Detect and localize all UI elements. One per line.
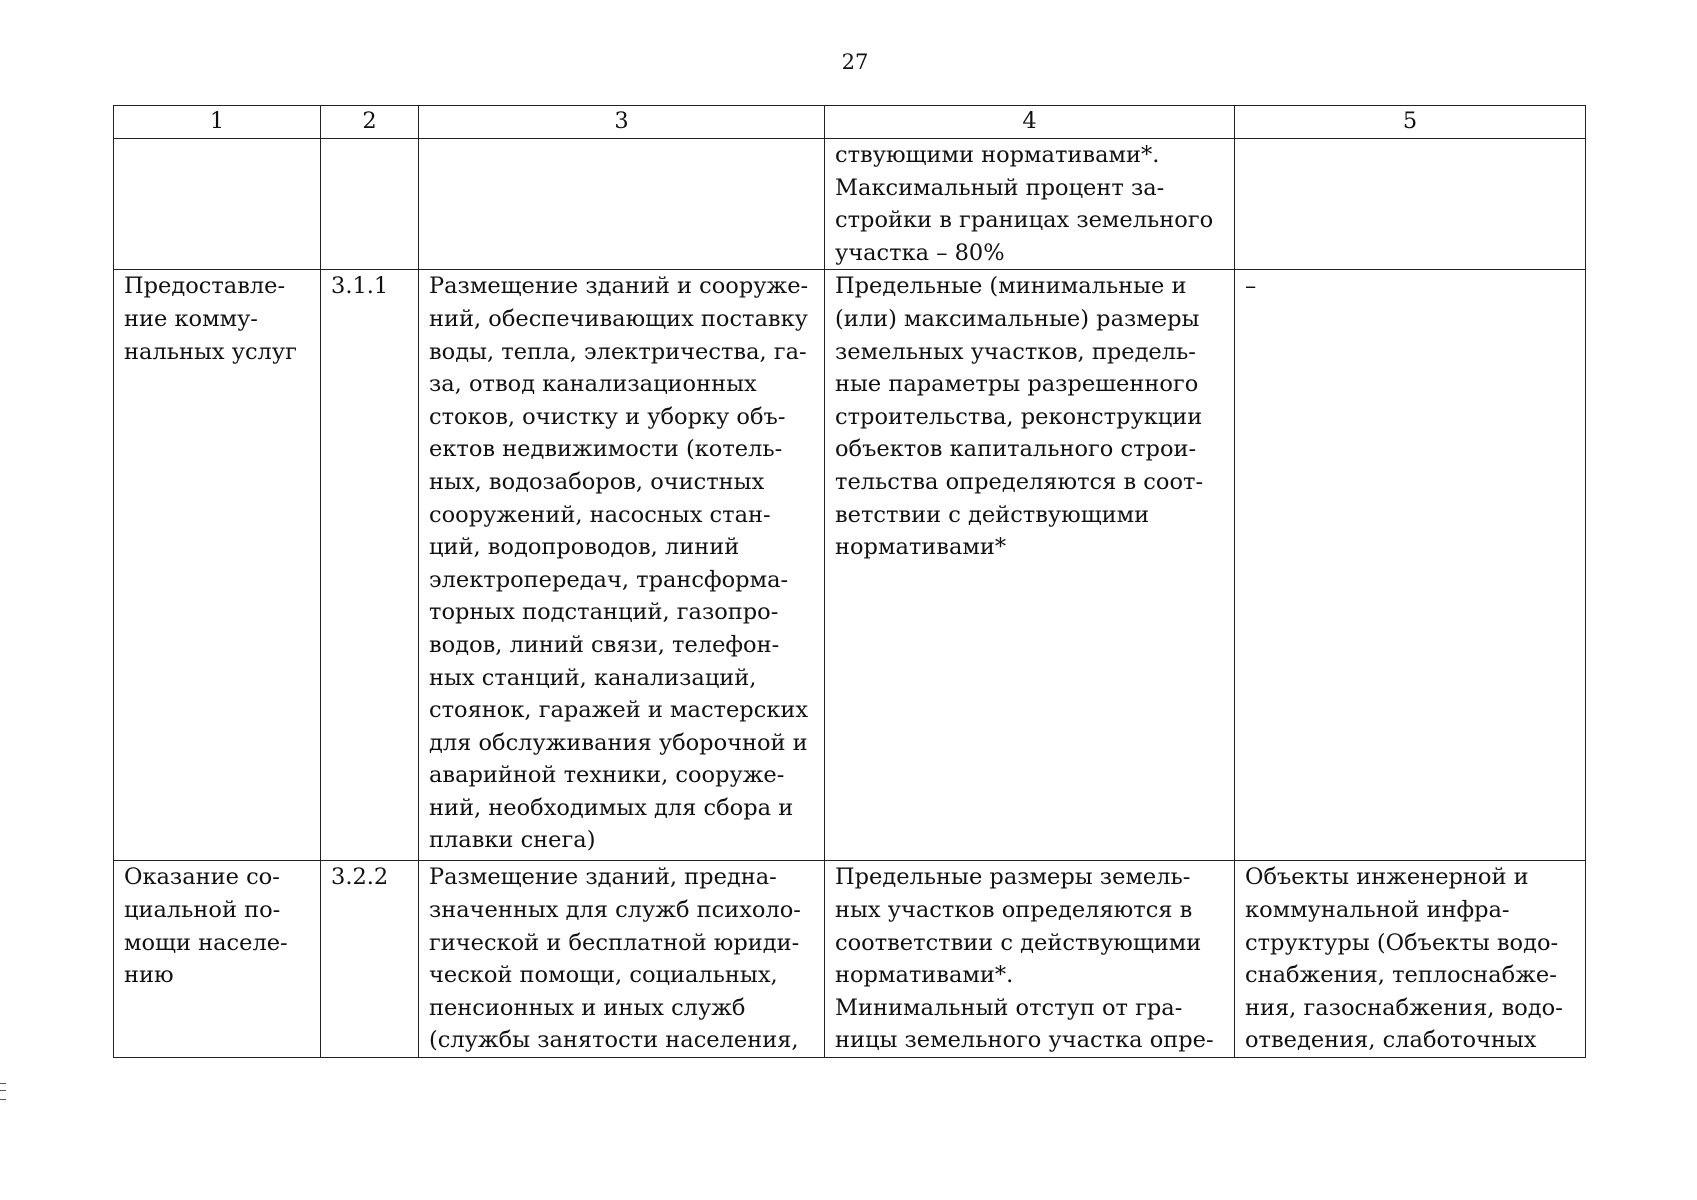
restrictions-cell: – [1235, 270, 1586, 861]
use-code-cell: 3.2.2 [321, 861, 419, 1058]
table-header-row [114, 106, 1586, 139]
table-row [114, 270, 1586, 861]
column-header-2: 2 [321, 106, 419, 139]
use-code-cell [321, 139, 419, 270]
zoning-table [113, 105, 1586, 1058]
use-code-cell: 3.1.1 [321, 270, 419, 861]
parameters-cell: Предельные размеры земель- ных участков определяются в соответствии с действующими нормативами*. Минимальный отступ от гра- ницы земельного участка опре- [825, 861, 1235, 1058]
parameters-cell: ствующими нормативами*. Максимальный процент за- стройки в границах земельного участка – 80% [825, 139, 1235, 270]
parameters-cell: Предельные (минимальные и (или) максимальные) размеры земельных участков, предель- ные параметры разрешенного строительства, реконструкции объектов капитального строи- тельства определяются в соот- ветствии с действующими нормативами* [825, 270, 1235, 861]
use-name-cell: Оказание со- циальной по- мощи населе- нию [114, 861, 321, 1058]
use-description-cell [419, 139, 825, 270]
column-header-4: 4 [825, 106, 1235, 139]
scan-edge-mark [0, 1083, 6, 1100]
use-description-cell: Размещение зданий и сооруже- ний, обеспечивающих поставку воды, тепла, электричества, га- за, отвод канализационных стоков, очистку и уборку объ- ектов недвижимости (котель- ных, водозаборов, очистных сооружений, насосных стан- ций, водопроводов, линий электропередач, трансформа- торных подстанций, газопро- водов, линий связи, телефон- ных станций, канализаций, стоянок, гаражей и мастерских для обслуживания уборочной и аварийной техники, сооруже- ний, необходимых для сбора и плавки снега) [419, 270, 825, 861]
use-name-cell: Предоставле- ние комму- нальных услуг [114, 270, 321, 861]
table-row [114, 139, 1586, 270]
column-header-3: 3 [419, 106, 825, 139]
column-header-5: 5 [1235, 106, 1586, 139]
use-name-cell [114, 139, 321, 270]
page-number: 27 [841, 50, 869, 74]
restrictions-cell: Объекты инженерной и коммунальной инфра- структуры (Объекты водо- снабжения, теплоснабже- ния, газоснабжения, водо- отведения, слаботочных [1235, 861, 1586, 1058]
column-header-1: 1 [114, 106, 321, 139]
restrictions-cell [1235, 139, 1586, 270]
use-description-cell: Размещение зданий, предна- значенных для служб психоло- гической и бесплатной юриди- ческой помощи, социальных, пенсионных и иных служб (службы занятости населения, [419, 861, 825, 1058]
table-row [114, 861, 1586, 1058]
